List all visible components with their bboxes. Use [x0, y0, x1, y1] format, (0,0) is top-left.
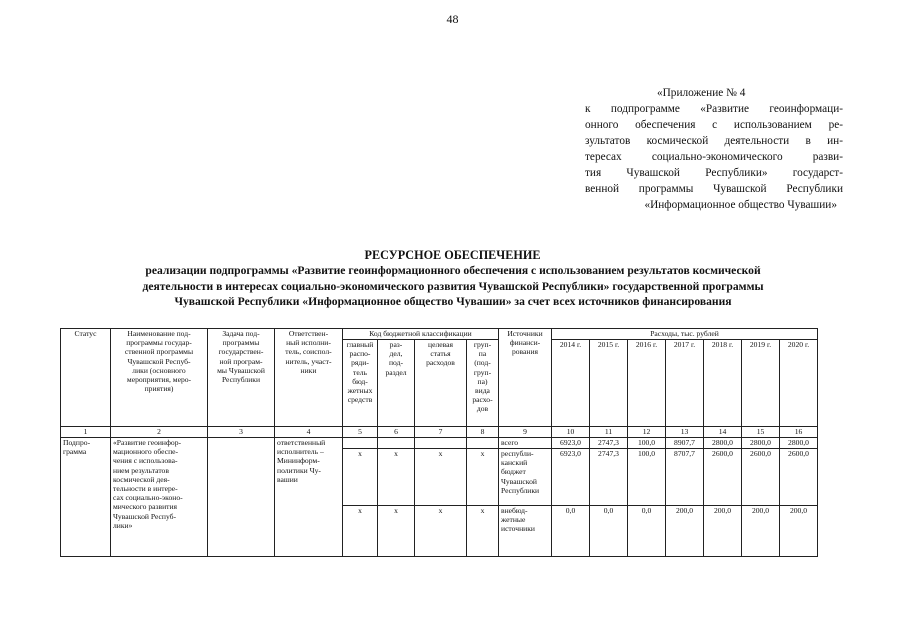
table-header-row — [61, 329, 818, 340]
column-number: 3 — [208, 427, 275, 438]
appendix-line: «Приложение № 4 — [657, 87, 746, 99]
column-number: 8 — [467, 427, 499, 438]
cell-code — [467, 438, 499, 449]
column-number: 6 — [378, 427, 415, 438]
appendix-line: «Информационное общество Чувашии» — [644, 199, 837, 211]
cell-value: 0,0 — [552, 506, 590, 557]
header-responsible: Ответствен- ный исполни- тель, соиспол- нитель, участ- ники — [275, 329, 343, 427]
column-number: 11 — [590, 427, 628, 438]
cell-value: 2800,0 — [704, 438, 742, 449]
appendix-line: венной программы Чувашской Республики — [585, 183, 843, 195]
header-expenses-group: Расходы, тыс. рублей — [552, 329, 818, 340]
cell-value: 200,0 — [742, 506, 780, 557]
resource-table — [60, 328, 818, 557]
column-number: 10 — [552, 427, 590, 438]
header-status: Статус — [61, 329, 111, 427]
cell-value: 2747,3 — [590, 449, 628, 506]
cell-value: 100,0 — [628, 449, 666, 506]
cell-source: всего — [499, 438, 552, 449]
header-year: 2019 г. — [742, 340, 780, 427]
cell-value: 2600,0 — [742, 449, 780, 506]
header-budget-code: раз- дел, под- раздел — [378, 340, 415, 427]
cell-code: x — [467, 506, 499, 557]
cell-code: x — [343, 449, 378, 506]
header-sources: Источники финанси- рования — [499, 329, 552, 427]
cell-code: x — [415, 449, 467, 506]
cell-source: республи- канский бюджет Чувашской Республики — [499, 449, 552, 506]
cell-code: x — [378, 506, 415, 557]
column-number: 7 — [415, 427, 467, 438]
header-task: Задача под- программы государствен- ной програм- мы Чувашской Республики — [208, 329, 275, 427]
cell-value: 6923,0 — [552, 449, 590, 506]
cell-value: 2800,0 — [742, 438, 780, 449]
cell-code — [378, 438, 415, 449]
cell-value: 200,0 — [780, 506, 818, 557]
column-number: 12 — [628, 427, 666, 438]
header-year: 2018 г. — [704, 340, 742, 427]
subtitle-line: реализации подпрограммы «Развитие геоинформационного обеспечения с использованием результатов космической — [145, 264, 761, 277]
appendix-block — [585, 85, 843, 213]
appendix-line: тия Чувашской Республики» государст- — [585, 167, 843, 179]
appendix-line: тересах социально-экономического разви- — [585, 151, 843, 163]
column-number: 5 — [343, 427, 378, 438]
column-number: 14 — [704, 427, 742, 438]
header-budget-code-group: Код бюджетной классификации — [343, 329, 499, 340]
subtitle-line: Чувашской Республики «Информационное общество Чувашии» за счет всех источников финансирования — [174, 295, 732, 308]
appendix-line: онного обеспечения с использованием ре- — [585, 119, 843, 131]
cell-value: 200,0 — [704, 506, 742, 557]
header-year: 2015 г. — [590, 340, 628, 427]
column-number: 13 — [666, 427, 704, 438]
cell-value: 2800,0 — [780, 438, 818, 449]
column-number: 15 — [742, 427, 780, 438]
cell-code: x — [378, 449, 415, 506]
header-year: 2020 г. — [780, 340, 818, 427]
header-budget-code: целевая статья расходов — [415, 340, 467, 427]
cell-code: x — [415, 506, 467, 557]
column-number: 2 — [111, 427, 208, 438]
cell-value: 8907,7 — [666, 438, 704, 449]
cell-status: Подпро- грамма — [61, 438, 111, 557]
column-number: 4 — [275, 427, 343, 438]
column-number: 1 — [61, 427, 111, 438]
cell-value: 2600,0 — [780, 449, 818, 506]
cell-source: внебюд- жетные источники — [499, 506, 552, 557]
subtitle-line: деятельности в интересах социально-экономического развития Чувашской Республики» государственной программы — [142, 279, 764, 293]
cell-value: 0,0 — [590, 506, 628, 557]
page-number: 48 — [446, 12, 459, 26]
column-number-row — [61, 427, 818, 438]
document-subtitle — [66, 263, 840, 310]
cell-value: 2600,0 — [704, 449, 742, 506]
header-budget-code: главный распо- ряди- тель бюд- жетных средств — [343, 340, 378, 427]
cell-value: 8707,7 — [666, 449, 704, 506]
cell-code: x — [467, 449, 499, 506]
header-year: 2017 г. — [666, 340, 704, 427]
appendix-line: к подпрограмме «Развитие геоинформаци- — [585, 103, 843, 115]
header-year: 2016 г. — [628, 340, 666, 427]
cell-code — [415, 438, 467, 449]
table-row — [61, 438, 818, 449]
cell-task — [208, 438, 275, 557]
header-budget-code: груп- па (под- груп- па) вида расхо- дов — [467, 340, 499, 427]
column-number: 16 — [780, 427, 818, 438]
cell-value: 6923,0 — [552, 438, 590, 449]
cell-value: 2747,3 — [590, 438, 628, 449]
cell-responsible: ответственный исполнитель – Мининформ- политики Чу- вашии — [275, 438, 343, 557]
column-number: 9 — [499, 427, 552, 438]
appendix-line: зультатов космической деятельности в ин- — [585, 135, 843, 147]
cell-value: 200,0 — [666, 506, 704, 557]
header-year: 2014 г. — [552, 340, 590, 427]
cell-code — [343, 438, 378, 449]
document-title: РЕСУРСНОЕ ОБЕСПЕЧЕНИЕ — [364, 248, 541, 262]
header-name: Наименование под- программы государ- ственной программы Чувашской Респуб- лики (основного мероприятия, меро- приятия) — [111, 329, 208, 427]
cell-name: «Развитие геоинфор- мационного обеспе- чения с использова- нием результатов космической дея- тельности в интере- сах социально-эконо- мического развития Чувашской Респуб- лики» — [111, 438, 208, 557]
cell-value: 0,0 — [628, 506, 666, 557]
cell-code: x — [343, 506, 378, 557]
cell-value: 100,0 — [628, 438, 666, 449]
